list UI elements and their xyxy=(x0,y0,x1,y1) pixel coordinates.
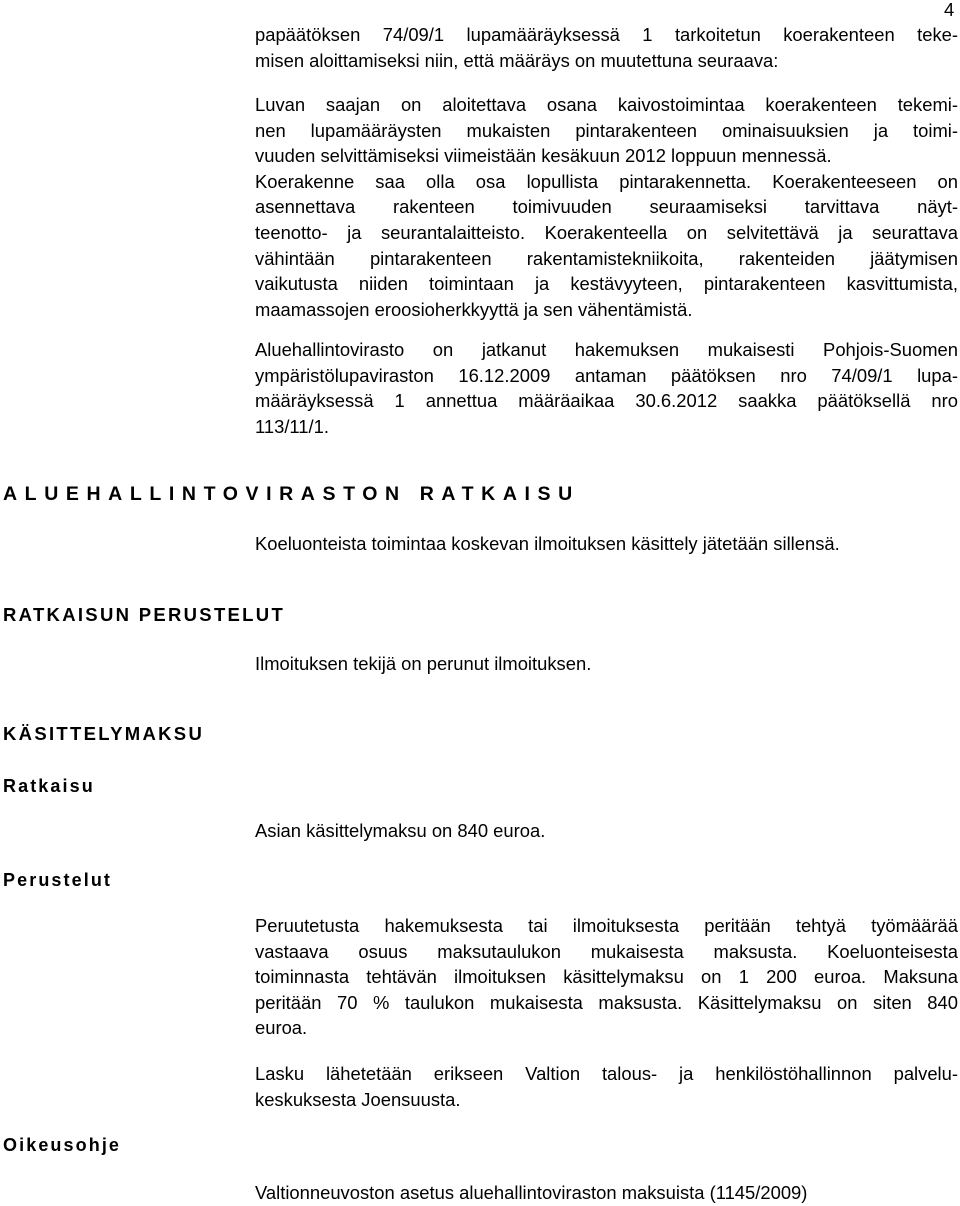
ruling-line: Asian käsittelymaksu on 840 euroa. xyxy=(255,820,546,841)
reasons-paragraph xyxy=(255,913,958,1041)
condition-line: maamassojen eroosioherkkyyttä ja sen vähentämistä. xyxy=(255,298,693,320)
page-number: 4 xyxy=(944,0,955,20)
reasons-line: euroa. xyxy=(255,1017,308,1039)
extension-line: Aluehallintovirasto on jatkanut hakemuksen mukaisesti Pohjois-Suomen xyxy=(255,339,958,360)
condition-line: vähintään pintarakenteen rakentamistekniikoita, rakenteiden jäätymisen xyxy=(255,247,958,269)
reasons-line: Peruutetusta hakemuksesta tai ilmoituksesta peritään tehtyä työmäärää xyxy=(255,915,958,936)
condition-line: vaikutusta niiden toimintaan ja kestävyyteen, pintarakenteen kasvittumista, xyxy=(255,273,958,295)
extension-paragraph xyxy=(255,337,958,439)
intro-line: misen aloittamiseksi niin, että määräys on muutettuna seuraava: xyxy=(255,49,779,71)
decision-line: Koeluonteista toimintaa koskevan ilmoituksen käsittely jätetään sillensä. xyxy=(255,533,840,554)
reasons-subheading: Perustelut xyxy=(3,870,113,890)
condition-line: Koerakenne saa olla osa lopullista pintarakennetta. Koerakenteeseen on xyxy=(255,170,958,192)
condition-line: Luvan saajan on aloitettava osana kaivostoimintaa koerakenteen tekemi- xyxy=(255,94,958,115)
extension-line: ympäristölupaviraston 16.12.2009 antaman päätöksen nro 74/09/1 lupa- xyxy=(255,364,958,386)
condition-line: vuuden selvittämiseksi viimeistään kesäkuun 2012 loppuun mennessä. xyxy=(255,145,832,167)
condition-line: nen lupamääräysten mukaisten pintarakenteen ominaisuuksien ja toimi- xyxy=(255,119,958,141)
reasons-line: toiminnasta tehtävän ilmoituksen käsittelymaksu on 1 200 euroa. Maksuna xyxy=(255,966,958,988)
decision-text xyxy=(255,531,958,557)
intro-paragraph xyxy=(255,22,958,73)
invoice-line: Lasku lähetetään erikseen Valtion talous- ja henkilöstöhallinnon palvelu- xyxy=(255,1063,958,1084)
permit-condition-paragraph xyxy=(255,92,958,322)
legal-text xyxy=(255,1180,958,1206)
grounds-heading: RATKAISUN PERUSTELUT xyxy=(3,604,286,625)
legal-subheading: Oikeusohje xyxy=(3,1135,122,1155)
fee-heading: KÄSITTELYMAKSU xyxy=(3,723,205,744)
ruling-text xyxy=(255,818,958,844)
decision-heading: ALUEHALLINTOVIRASTON RATKAISU xyxy=(3,483,580,505)
ruling-subheading: Ratkaisu xyxy=(3,776,95,796)
intro-line: papäätöksen 74/09/1 lupamääräyksessä 1 tarkoitetun koerakenteen teke- xyxy=(255,24,958,45)
invoice-paragraph xyxy=(255,1061,958,1112)
condition-line: asennettava rakenteen toimivuuden seuraamiseksi tarvittava näyt- xyxy=(255,196,958,218)
reasons-line: peritään 70 % taulukon mukaisesta maksusta. Käsittelymaksu on siten 840 xyxy=(255,991,958,1013)
extension-line: 113/11/1. xyxy=(255,415,329,437)
condition-line: teenotto- ja seurantalaitteisto. Koerakenteella on selvitettävä ja seurattava xyxy=(255,221,958,243)
reasons-line: vastaava osuus maksutaulukon mukaisesta maksusta. Koeluonteisesta xyxy=(255,940,958,962)
grounds-text xyxy=(255,651,958,677)
extension-line: määräyksessä 1 annettua määräaikaa 30.6.2012 saakka päätöksellä nro xyxy=(255,390,958,412)
grounds-line: Ilmoituksen tekijä on perunut ilmoituksen. xyxy=(255,653,592,674)
legal-line: Valtionneuvoston asetus aluehallintoviraston maksuista (1145/2009) xyxy=(255,1182,808,1203)
invoice-line: keskuksesta Joensuusta. xyxy=(255,1088,461,1110)
